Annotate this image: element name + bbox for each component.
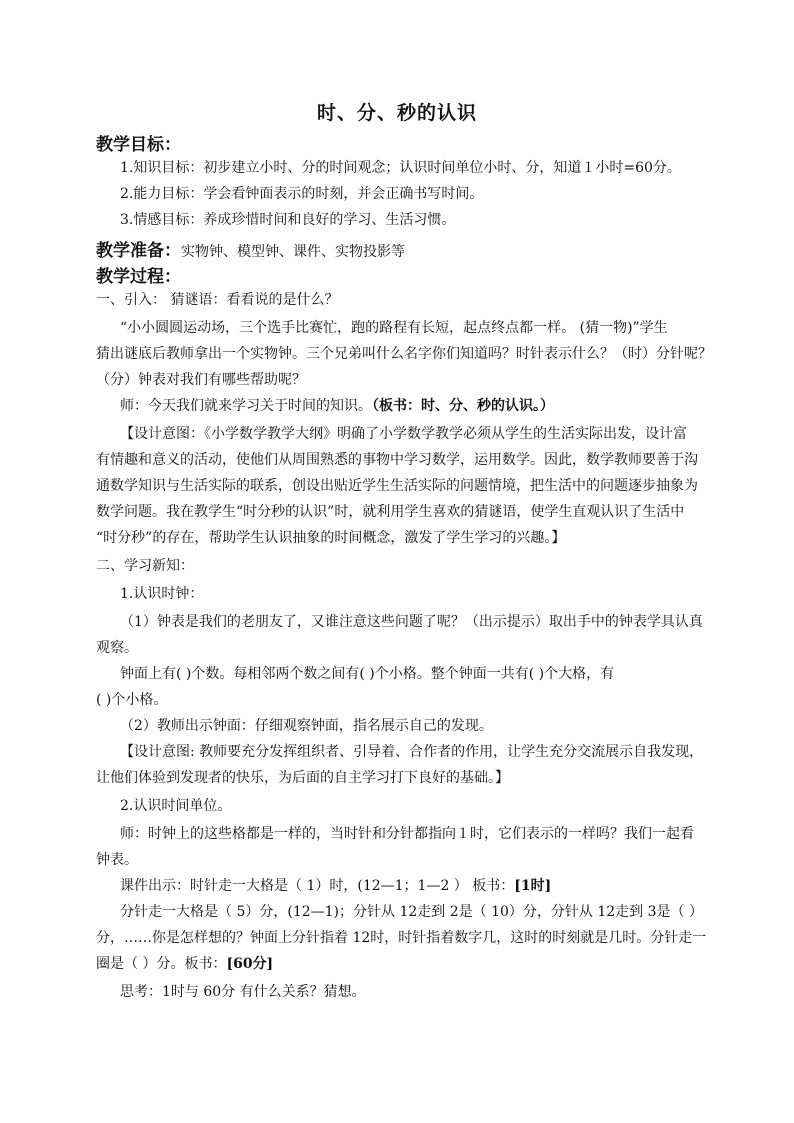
page-title: 时、分、秒的认识 bbox=[316, 102, 477, 124]
design-intent-1-line-1: 【设计意图：《小学数学教学大纲》明确了小学数学教学必须从学生的生活实际出发，设计富 bbox=[120, 426, 687, 442]
teacher-intro-line bbox=[120, 398, 554, 414]
prep-heading: 教学准备： bbox=[96, 241, 181, 261]
goal-knowledge: 1.知识目标：初步建立小时、分的时间观念；认识时间单位小时、分，知道１小时=60分。 bbox=[120, 160, 681, 176]
think-question: 思考：1时与 60分 有什么关系？猜想。 bbox=[120, 984, 366, 1000]
teacher-intro: 师：今天我们就来学习关于时间的知识。 bbox=[120, 398, 372, 414]
courseware-hour: 课件出示：时针走一大格是（ 1）时，(12—1；1—2 ） 板书： bbox=[120, 878, 515, 894]
design-intent-1-line-2: 有情趣和意义的活动，使他们从周围熟悉的事物中学习数学，运用数学。因此，数学教师要善于沟 bbox=[96, 452, 698, 468]
board-note-title: （板书：时、分、秒的认识。） bbox=[372, 398, 554, 414]
board-note-minute: [60分] bbox=[226, 956, 274, 972]
design-intent-1-line-3: 通数学知识与生活实际的联系，创设出贴近学生生活实际的问题情境，把生活中的问题逐步抽象为 bbox=[96, 478, 698, 494]
section-new-knowledge: 二、学习新知： bbox=[96, 558, 194, 574]
section-intro: 一、引入： 猜谜语：看看说的是什么？ bbox=[96, 292, 339, 308]
design-intent-2-line-2: 让他们体验到发现者的快乐，为后面的自主学习打下良好的基础。】 bbox=[96, 770, 509, 786]
design-intent-1-line-5: “时分秒”的存在，帮助学生认识抽象的时间概念，激发了学生学习的兴趣。】 bbox=[96, 530, 566, 546]
design-intent-2-line-1: 【设计意图: 教师要充分发挥组织者、引导着、合作者的作用，让学生充分交流展示自我发现， bbox=[120, 744, 704, 760]
design-intent-1-line-4: 数学问题。我在教学生“时分秒的认识”时，就利用学生喜欢的猜谜语，使学生直观认识了生活中 bbox=[96, 504, 685, 520]
riddle-line-3: （分）钟表对我们有哪些帮助呢？ bbox=[96, 372, 306, 388]
clock-face-question-1: 钟面上有( )个数。每相邻两个数之间有( )个小格。整个钟面一共有( )个大格，有 bbox=[120, 666, 615, 682]
process-heading: 教学过程： bbox=[96, 267, 181, 287]
minute-line-1: 分针走一大格是（ 5）分，(12—1)；分针从 12走到 2是（ 10）分，分针从 12走到 3是（ ） bbox=[120, 904, 703, 920]
observe-line-2: 观察。 bbox=[96, 640, 138, 656]
riddle-line-2: 猜出谜底后教师拿出一个实物钟。三个兄弟叫什么名字你们知道吗？时针表示什么？（时）分针呢？ bbox=[96, 346, 712, 362]
goal-ability: 2.能力目标：学会看钟面表示的时刻，并会正确书写时间。 bbox=[120, 186, 484, 202]
board-note-hour: [1时] bbox=[514, 878, 552, 894]
subsection-clock: 1.认识时钟： bbox=[120, 586, 204, 602]
minute-line-2: 分，……你是怎样想的？钟面上分针指着 12时，时针指着数字几，这时的时刻就是几时。分针走一 bbox=[96, 930, 707, 946]
teacher-show-clock: （2）教师出示钟面：仔细观察钟面，指名展示自己的发现。 bbox=[120, 718, 493, 734]
minute-line-3 bbox=[96, 956, 273, 972]
minute-circle: 圈是（ ）分。板书： bbox=[96, 956, 227, 972]
goals-heading: 教学目标： bbox=[96, 135, 181, 155]
teacher-question-line-1: 师：时钟上的这些格都是一样的，当时针和分针都指向１时，它们表示的一样吗？我们一起看 bbox=[120, 826, 694, 842]
subsection-time-unit: 2.认识时间单位。 bbox=[120, 798, 232, 814]
clock-face-question-2: ( )个小格。 bbox=[96, 692, 168, 708]
prep-heading-line bbox=[96, 236, 405, 261]
riddle-line-1: “小小圆圆运动场，三个选手比赛忙，跑的路程有长短，起点终点都一样。 (猜一物)”学生 bbox=[120, 320, 668, 336]
prep-text: 实物钟、模型钟、课件、实物投影等 bbox=[181, 244, 405, 260]
observe-line-1: （1）钟表是我们的老朋友了，又谁注意这些问题了呢？（出示提示）取出手中的钟表学具认真 bbox=[120, 614, 703, 630]
teacher-question-line-2: 钟表。 bbox=[96, 852, 138, 868]
courseware-hour-line bbox=[120, 878, 551, 894]
goal-emotion: 3.情感目标：养成珍惜时间和良好的学习、生活习惯。 bbox=[120, 212, 456, 228]
